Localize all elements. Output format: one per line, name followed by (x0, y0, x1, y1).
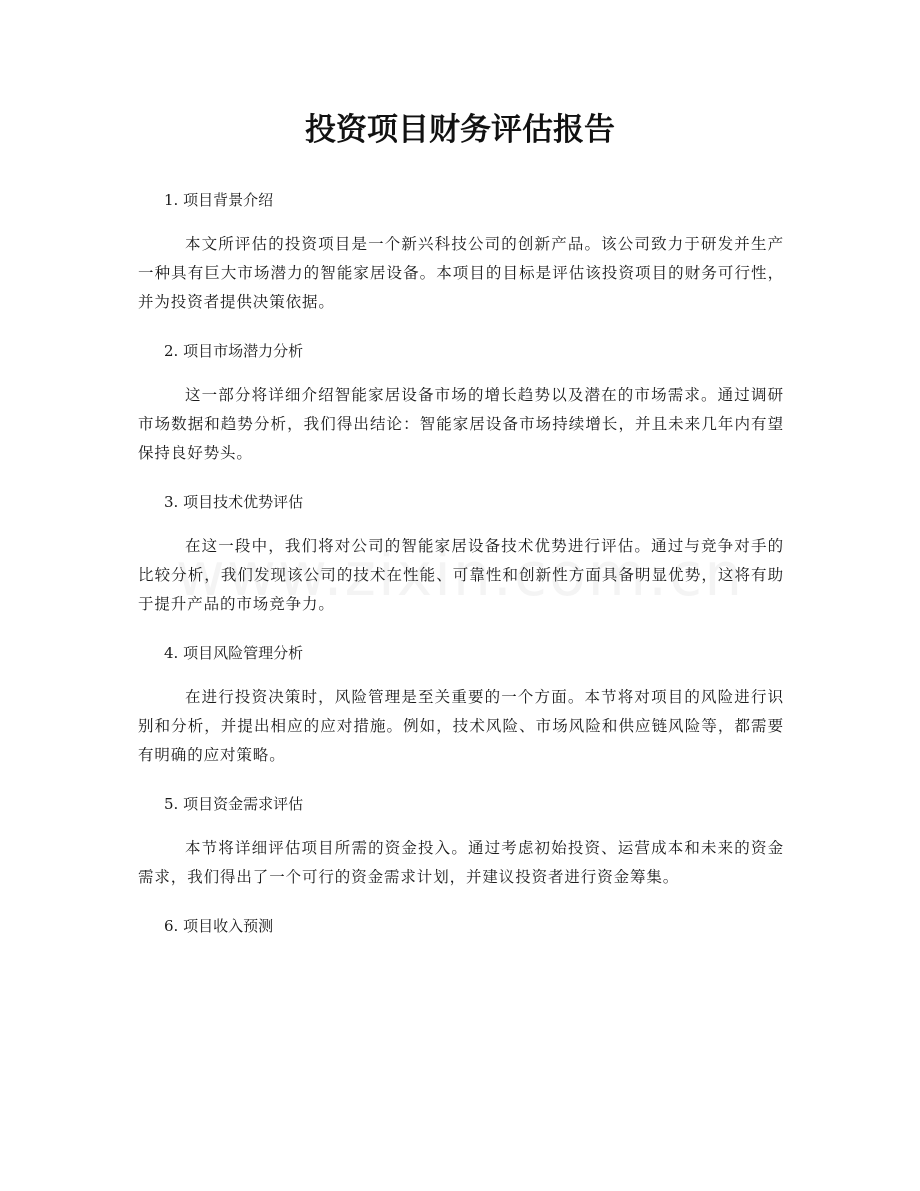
section-paragraph: 在这一段中，我们将对公司的智能家居设备技术优势进行评估。通过与竞争对手的比较分析，我们发现该公司的技术在性能、可靠性和创新性方面具备明显优势，这将有助于提升产品的市场竞争力。 (138, 537, 784, 613)
section-heading: 1. 项目背景介绍 (164, 191, 274, 209)
section-5 (138, 788, 784, 892)
section-4 (138, 637, 784, 770)
section-paragraph: 这一部分将详细介绍智能家居设备市场的增长趋势以及潜在的市场需求。通过调研市场数据和趋势分析，我们得出结论：智能家居设备市场持续增长，并且未来几年内有望保持良好势头。 (138, 386, 784, 462)
section-6 (138, 910, 784, 942)
page-title: 投资项目财务评估报告 (305, 112, 615, 148)
section-heading: 2. 项目市场潜力分析 (164, 342, 304, 360)
section-heading: 4. 项目风险管理分析 (164, 644, 304, 662)
section-2 (138, 335, 784, 468)
section-1 (138, 184, 784, 317)
section-heading: 5. 项目资金需求评估 (164, 795, 304, 813)
section-paragraph: 在进行投资决策时，风险管理是至关重要的一个方面。本节将对项目的风险进行识别和分析，并提出相应的应对措施。例如，技术风险、市场风险和供应链风险等，都需要有明确的应对策略。 (138, 688, 784, 764)
section-paragraph: 本文所评估的投资项目是一个新兴科技公司的创新产品。该公司致力于研发并生产一种具有巨大市场潜力的智能家居设备。本项目的目标是评估该投资项目的财务可行性，并为投资者提供决策依据。 (138, 235, 784, 311)
section-3 (138, 486, 784, 619)
section-heading: 3. 项目技术优势评估 (164, 493, 304, 511)
document-body (138, 184, 784, 956)
section-paragraph: 本节将详细评估项目所需的资金投入。通过考虑初始投资、运营成本和未来的资金需求，我们得出了一个可行的资金需求计划，并建议投资者进行资金筹集。 (138, 839, 784, 886)
section-heading: 6. 项目收入预测 (164, 917, 274, 935)
